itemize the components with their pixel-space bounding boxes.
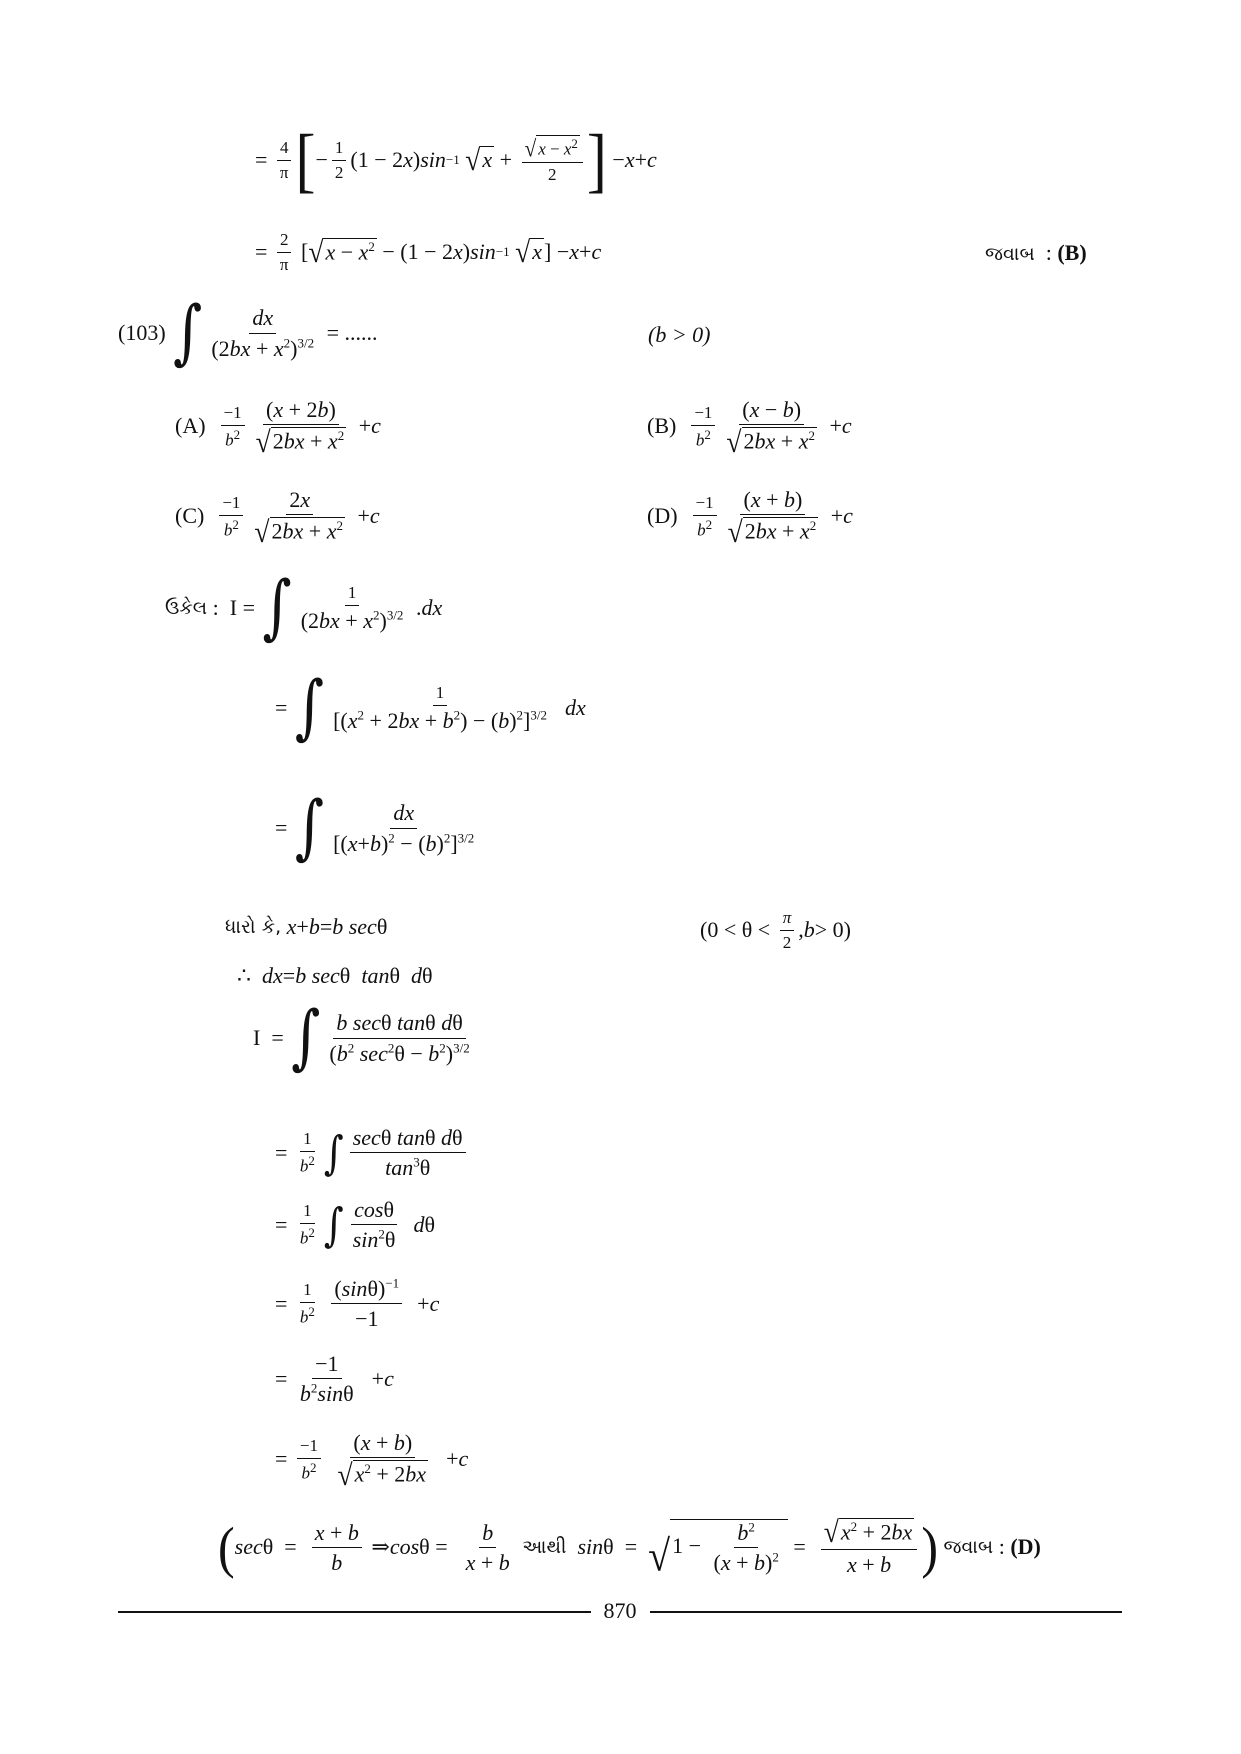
prev-answer: જવાબ : (B): [985, 240, 1087, 265]
prev-answer-value: (B): [1057, 240, 1087, 265]
option-b: (B) $\frac{-1}{b^2}$ (x − b) √ $2bx + x^2$ + c: [647, 397, 852, 459]
solution-step-6: = $\frac{1}{b^2}$ ∫ $\frac{\cos\theta}{\sin^2\theta}$ d θ: [275, 1197, 436, 1253]
prev-answer-label: જવાબ: [985, 243, 1035, 265]
question-103: (103) ∫ $\frac{dx}{(2bx + x^2)^{3/2}}$ = ......: [118, 291, 378, 373]
substitution: ધારો કે, x + b = b sec θ: [225, 914, 388, 939]
question-number: (103): [118, 320, 166, 345]
prev-step-2: = $\frac{2}{\pi}$ [ √ $x - x^2$ − (1 − 2 x ) sin −1 √ x ] − x + c: [255, 230, 602, 274]
solution-step-9: = $\frac{-1}{b^2}$ (x + b) √ $x^2 + 2bx$ + c: [275, 1430, 469, 1492]
option-b-label: (B): [647, 413, 677, 439]
solution-label: ઉકેલ: [165, 597, 208, 619]
question-condition: (b > 0): [648, 322, 711, 347]
option-c-label: (C): [175, 503, 205, 529]
option-d: (D) $\frac{-1}{b^2}$ (x + b) √ $2bx + x^2$ + c: [647, 487, 853, 549]
substitution-range: (0 < θ < $\frac{\pi}{2}$ , b > 0): [700, 908, 851, 952]
solution-answer-value: (D): [1010, 1534, 1041, 1560]
solution-answer-label: જવાબ: [943, 1536, 994, 1559]
prev-step-1: = $\frac{4}{\pi}$ [ − $\frac{1}{2}$ (1 − 2 x ) sin −1 √ x + √ $x - x^2$ 2 ] − x + c: [255, 120, 657, 200]
solution-step-3: = ∫ $\frac{dx}{[(x+b)^2 - (b)^2]^{3/2}}$: [275, 786, 475, 868]
solution-step-5: = $\frac{1}{b^2}$ ∫ $\frac{\text{secθ tanθ dθ}}{\tan^3\theta}$: [275, 1125, 470, 1181]
option-c: (C) $\frac{-1}{b^2}$ 2x √ $2bx + x^2$ + c: [175, 487, 380, 549]
solution-step-1: ઉકેલ : I = ∫ $\frac{1}{(2bx + x^2)^{3/2}}$ . dx: [165, 566, 443, 648]
footer-rule-right: [650, 1611, 1122, 1613]
explanation: ( sec θ = $\frac{x + b}{b}$ ⇒ cos θ = $\frac{b}{x + b}$ આથી sin θ = √ 1 − $\frac{b^2}{(x + b)^2}$ = √ $x^2 + 2bx$ x + b ) જવાબ : (D): [218, 1514, 1041, 1580]
solution-step-7: = $\frac{1}{b^2}$ $\frac{(\sin\theta)^{-1}}{-1}$ + c: [275, 1275, 440, 1332]
option-a: (A) $\frac{-1}{b^2}$ (x + 2b) √ $2bx + x^2$ + c: [175, 397, 381, 459]
solution-step-8: = $\frac{-1}{b^2\sin\theta}$ + c: [275, 1351, 394, 1407]
option-d-label: (D): [647, 503, 678, 529]
assume-word: ધારો કે,: [225, 916, 282, 938]
footer-rule-left: [118, 1611, 591, 1613]
option-a-label: (A): [175, 413, 206, 439]
since-word: આથી: [522, 1536, 567, 1559]
solution-step-4: I = ∫ $\frac{\text{b secθ tanθ dθ}}{(b^2 \sec^2\theta - b^2)^{3/2}}$: [253, 996, 470, 1078]
solution-step-2: = ∫ $\frac{1}{[(x^2 + 2bx + b^2) - (b)^2]^{3/2}}$ dx: [275, 666, 586, 748]
differential: ∴ dx = b sec θ tan θ d θ: [237, 963, 433, 988]
page-number: 870: [603, 1598, 637, 1623]
